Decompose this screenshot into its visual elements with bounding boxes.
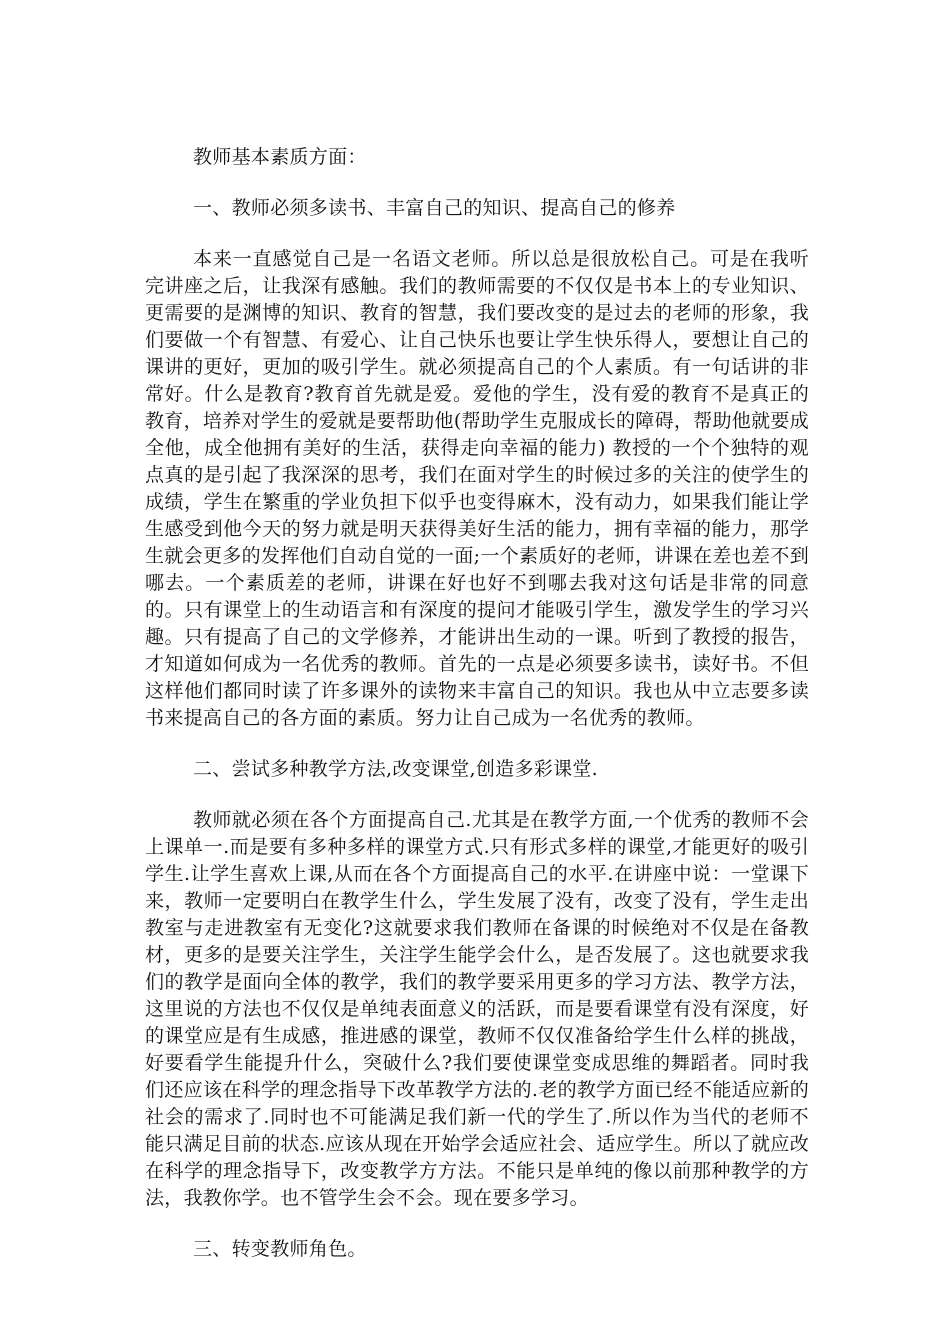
section-1-paragraph: 本来一直感觉自己是一名语文老师。所以总是很放松自己。可是在我听完讲座之后，让我深有感触。我们的教师需要的不仅仅是书本上的专业知识、更需要的是渊博的知识、教育的智慧，我们要改变的是过去的老师的形象，我们要做一个有智慧、有爱心、让自己快乐也要让学生快乐得人，要想让自己的课讲的更好，更加的吸引学生。就必须提高自己的个人素质。有一句话讲的非常好。什么是教育?教育首先就是爱。爱他的学生，没有爱的教育不是真正的教育，培养对学生的爱就是要帮助他(帮助学生克服成长的障碍，帮助他就要成全他，成全他拥有美好的生活，获得走向幸福的能力) 教授的一个个独特的观点真的是引起了我深深的思考，我们在面对学生的时候过多的关注的使学生的成绩，学生在繁重的学业负担下似乎也变得麻木，没有动力，如果我们能让学生感受到他今天的努力就是明天获得美好生活的能力，拥有幸福的能力，那学生就会更多的发挥他们自动自觉的一面;一个素质好的老师，讲课在差也差不到哪去。一个素质差的老师，讲课在好也好不到哪去我对这句话是非常的同意的。只有课堂上的生动语言和有深度的提问才能吸引学生，激发学生的学习兴趣。只有提高了自己的文学修养，才能讲出生动的一课。听到了教授的报告，才知道如何成为一名优秀的教师。首先的一点是必须要多读书，读好书。不但这样他们都同时读了许多课外的读物来丰富自己的知识。我也从中立志要多读书来提高自己的各方面的素质。努力让自己成为一名优秀的教师。	[145, 248, 809, 729]
section-1-heading: 一、教师必须多读书、丰富自己的知识、提高自己的修养	[193, 197, 676, 219]
section-3-heading: 三、转变教师角色。	[193, 1238, 367, 1260]
section-2-paragraph: 教师就必须在各个方面提高自己.尤其是在教学方面,一个优秀的教师不会上课单一.而是要有多种多样的课堂方式.只有形式多样的课堂,才能更好的吸引学生.让学生喜欢上课,从而在各个方面提高自己的水平.在讲座中说：一堂课下来，教师一定要明白在教学生什么，学生发展了没有，改变了没有，学生走出教室与走进教室有无变化?这就要求我们教师在备课的时候绝对不仅是在备教材，更多的是要关注学生，关注学生能学会什么，是否发展了。这也就要求我们的教学是面向全体的教学，我们的教学要采用更多的学习方法、教学方法，这里说的方法也不仅仅是单纯表面意义的活跃，而是要看课堂有没有深度，好的课堂应是有生成感，推进感的课堂，教师不仅仅准备给学生什么样的挑战，好要看学生能提升什么，突破什么?我们要使课堂变成思维的舞蹈者。同时我们还应该在科学的理念指导下改革教学方法的.老的教学方面已经不能适应新的社会的需求了.同时也不可能满足我们新一代的学生了.所以作为当代的老师不能只满足目前的状态.应该从现在开始学会适应社会、适应学生。所以了就应改在科学的理念指导下，改变教学方方法。不能只是单纯的像以前那种教学的方法，我教你学。也不管学生会不会。现在要多学习。	[145, 809, 809, 1209]
section-2-heading: 二、尝试多种教学方法,改变课堂,创造多彩课堂.	[193, 758, 599, 780]
document-body	[145, 144, 809, 1287]
document-title: 教师基本素质方面：	[193, 146, 367, 168]
